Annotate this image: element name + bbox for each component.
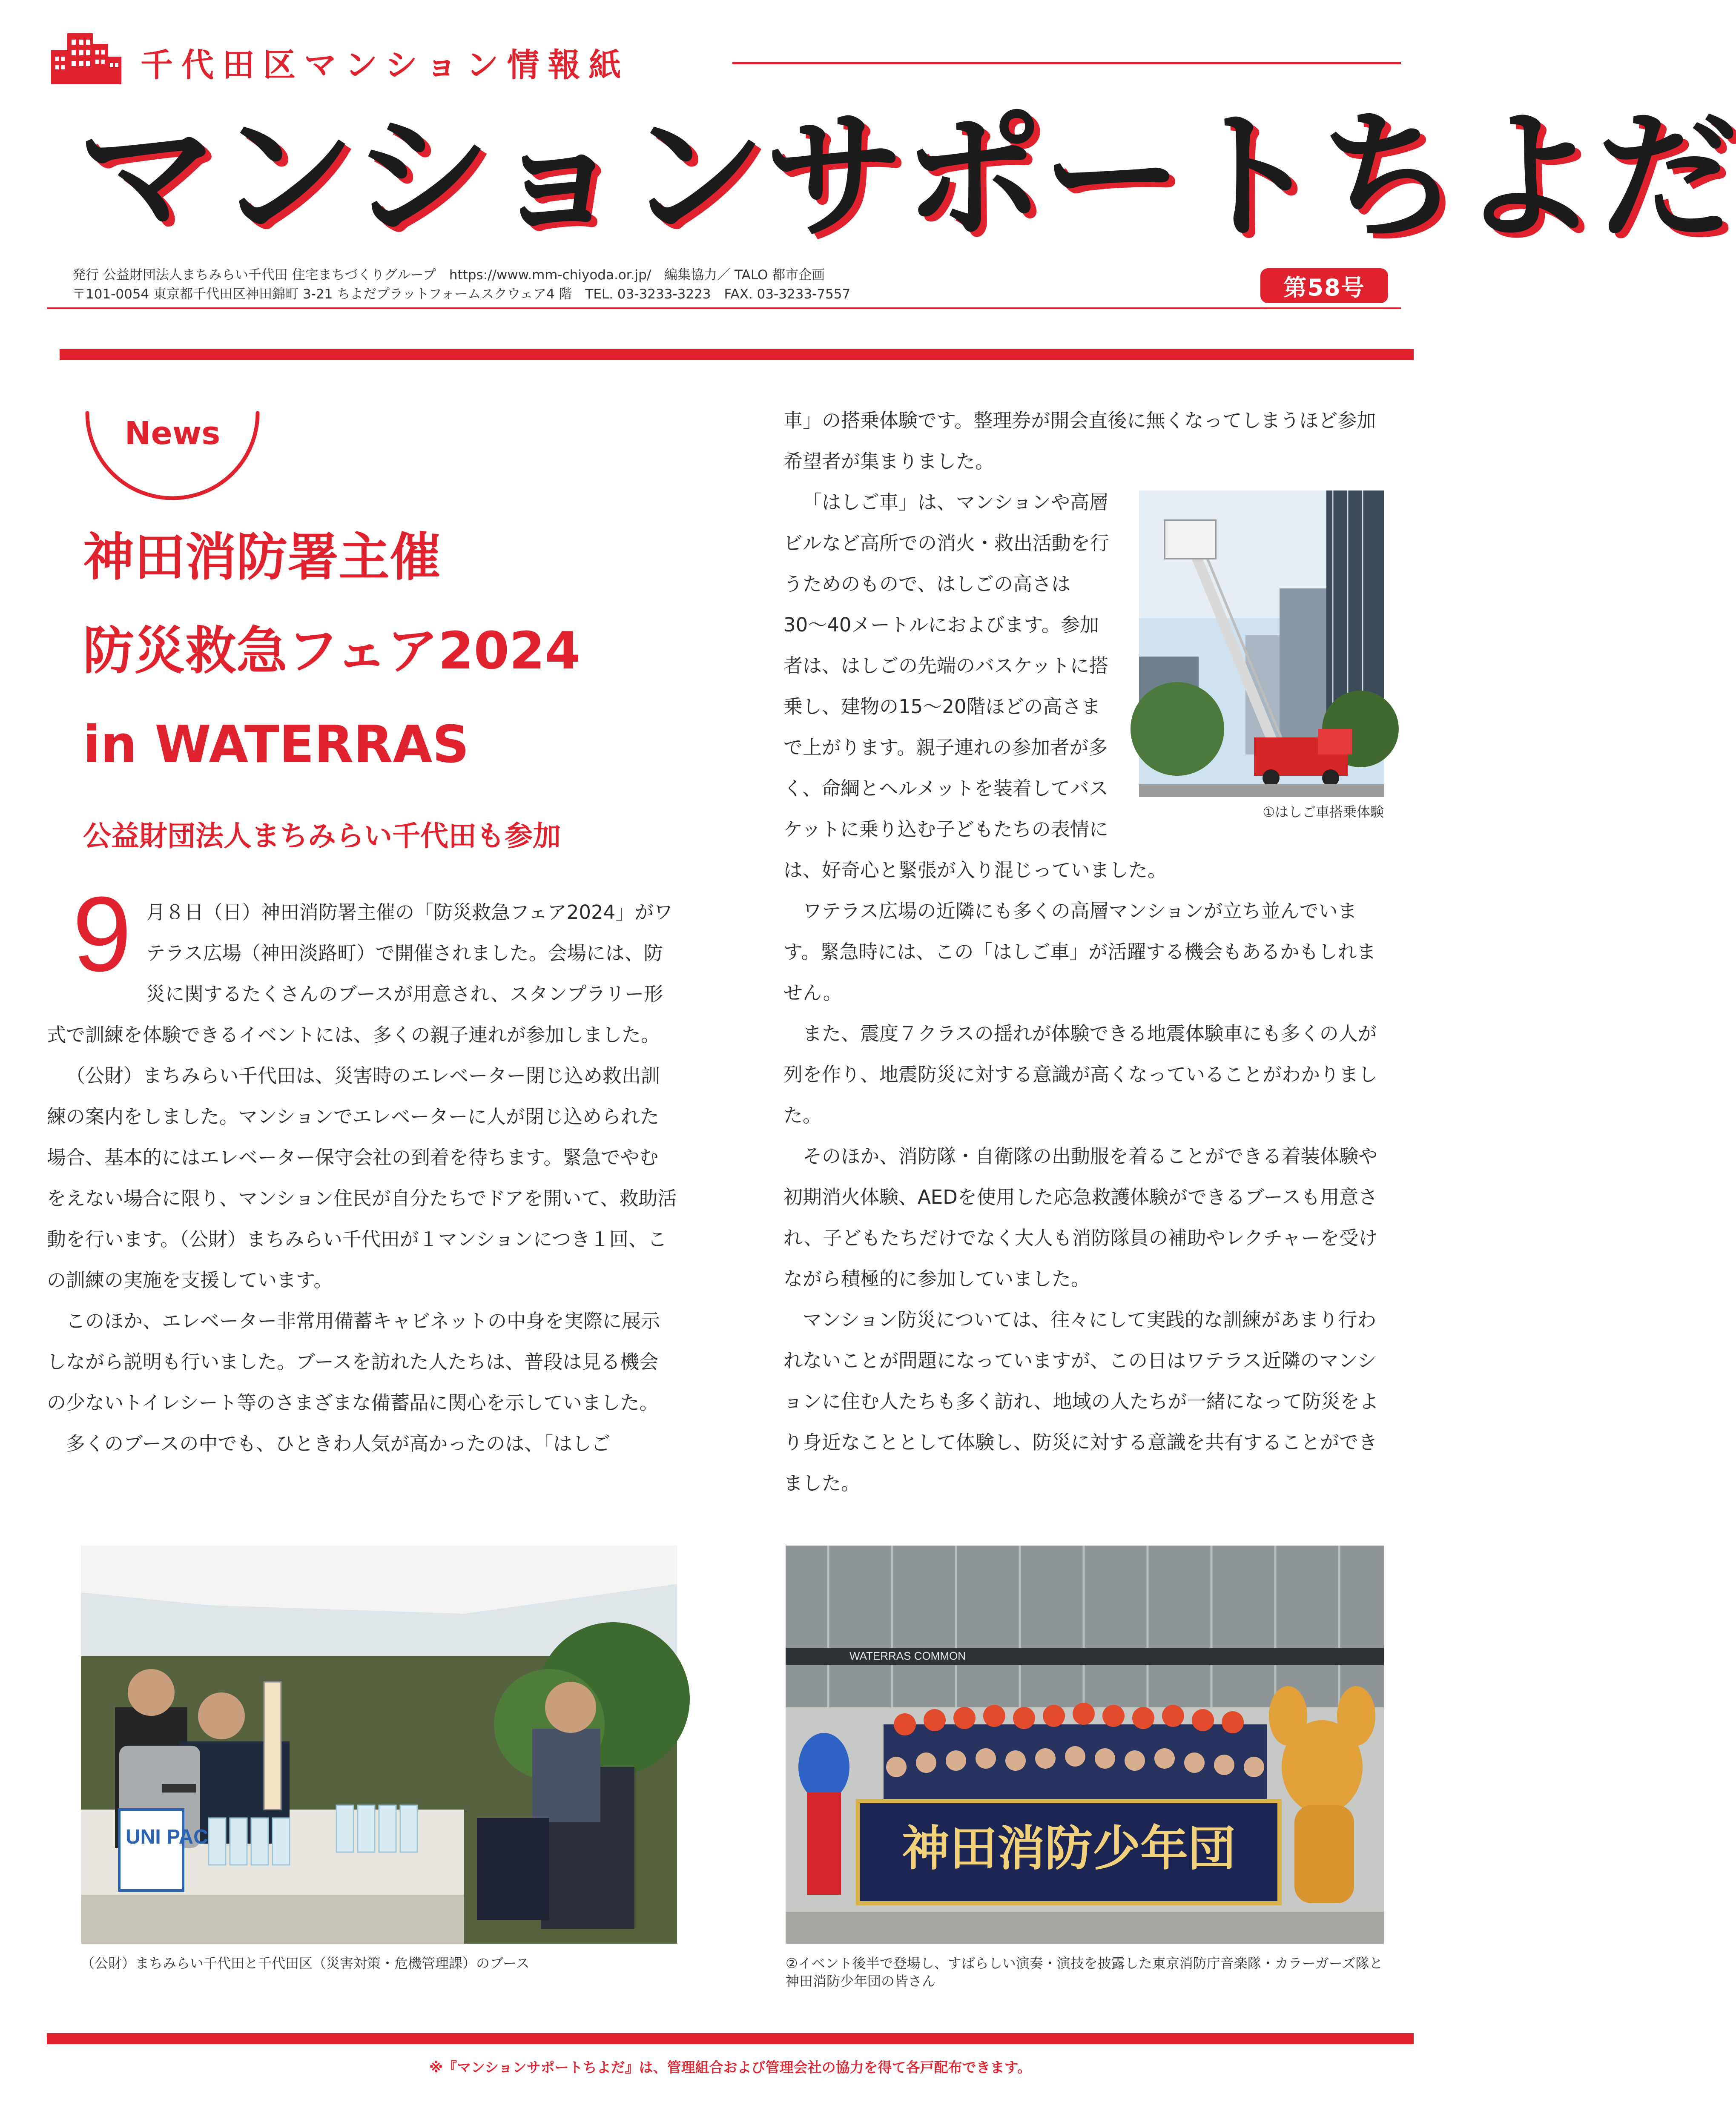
article-paragraph: そのほか、消防隊・自衛隊の出動服を着ることができる着装体験や初期消火体験、AEDを使用した応急救護体験ができるブースも用意され、子どもたちだけでなく大人も消防隊員の補助やレクチャーを受けながら積極的に参加していました。 <box>783 1145 1378 1290</box>
drop-cap: 9 <box>72 875 132 993</box>
article-paragraph: （公財）まちみらい千代田は、災害時のエレベーター閉じ込め救出訓練の案内をしました。マンションでエレベーターに人が閉じ込められた場合、基本的にはエレベーター保守会社の到着を待ちます。緊急でやむをえない場合に限り、マンション住民が自分たちでドアを開いて、救助活動を行います。（公財）まちみらい千代田が１マンションにつき１回、この訓練の実施を支援しています。 <box>47 1064 677 1291</box>
article-paragraph: このほか、エレベーター非常用備蓄キャビネットの中身を実際に展示しながら説明も行いました。ブースを訪れた人たちは、普段は見る機会の少ないトイレシート等のさまざまな備蓄品に関心を示していました。 <box>47 1310 660 1414</box>
publisher-info: 発行 公益財団法人まちみらい千代田 住宅まちづくりグループ https://www.mm-chiyoda.or.jp/ 編集協力／ TALO 都市企画 <box>72 267 825 283</box>
article-right-column <box>783 400 1384 1504</box>
article-paragraph: ワテラス広場の近隣にも多くの高層マンションが立ち並んでいます。緊急時には、この「はしご車」が活躍する機会もあるかもしれません。 <box>783 900 1376 1004</box>
header-divider-thin <box>47 307 1401 309</box>
ladder-truck-figure <box>1139 490 1384 821</box>
banner-label: 神田消防少年団 <box>902 1821 1236 1876</box>
group-photo-caption: ②イベント後半で登場し、すばらしい演奏・演技を披露した東京消防庁音楽隊・カラーガーズ隊と神田消防少年団の皆さん <box>786 1955 1383 1989</box>
ladder-truck-photo <box>1139 490 1384 797</box>
headline-line-3: in WATERRAS <box>83 715 469 774</box>
footer-divider <box>47 2033 1414 2044</box>
article-paragraph: 多くのブースの中でも、ひときわ人気が高かったのは、「はしご <box>66 1432 611 1455</box>
group-photo <box>786 1546 1384 1944</box>
publisher-address: 〒101-0054 東京都千代田区神田錦町 3-21 ちよだプラットフォームスクウェア4 階 TEL. 03-3233-3223 FAX. 03-3233-7557 <box>72 287 851 302</box>
cooler-brand-label: UNI PAC <box>126 1826 208 1848</box>
footer-note: ※『マンションサポートちよだ』は、管理組合および管理会社の協力を得て各戸配布できます。 <box>429 2059 1031 2076</box>
header-divider-thick <box>60 349 1414 360</box>
ladder-photo-caption: ①はしご車搭乗体験 <box>1263 804 1384 820</box>
article-paragraph: 車」の搭乗体験です。整理券が開会直後に無くなってしまうほど参加希望者が集まりました。 <box>783 409 1376 473</box>
series-label: 千代田区マンション情報紙 <box>141 46 630 84</box>
masthead-title: マンションサポートちよだ <box>77 95 1736 258</box>
article-paragraph: また、震度７クラスの揺れが体験できる地震体験車にも多くの人が列を作り、地震防災に対する意識が高くなっていることがわかりました。 <box>783 1022 1378 1127</box>
article-left-column <box>47 875 677 1464</box>
article-paragraph: 9 月８日（日）神田消防署主催の「防災救急フェア2024」がワテラス広場（神田淡路町）で開催されました。会場には、防災に関するたくさんのブースが用意され、スタンプラリー形式で訓練を体験できるイベントには、多くの親子連れが参加しました。 <box>47 875 673 1046</box>
building-sign-label: WATERRAS COMMON <box>849 1649 966 1662</box>
news-label: News <box>124 415 221 452</box>
article-paragraph: 「はしご車」は、マンションや高層ビルなど高所での消火・救出活動を行うためのもので、はしごの高さは30〜40メートルにおよびます。参加者は、はしごの先端のバスケットに搭乗し、建物の15〜20階ほどの高さまで上がります。親子連れの参加者が多く、命綱とヘルメットを装着してバスケットに乗り込む子どもたちの表情には、好奇心と緊張が入り混じっていました。 <box>783 491 1167 881</box>
header-rule <box>732 62 1401 64</box>
issue-number-badge: 第58号 <box>1260 268 1388 303</box>
booth-photo-caption: （公財）まちみらい千代田と千代田区（災害対策・危機管理課）のブース <box>81 1955 530 1971</box>
subheadline: 公益財団法人まちみらい千代田も参加 <box>83 820 561 852</box>
article-paragraph: マンション防災については、往々にして実践的な訓練があまり行われないことが問題になっていますが、この日はワテラス近隣のマンションに住む人たちも多く訪れ、地域の人たちが一緒になって防災をより身近なこととして体験し、防災に対する意識を共有することができました。 <box>783 1308 1379 1494</box>
building-logo-icon <box>47 20 123 84</box>
headline-line-1: 神田消防署主催 <box>83 528 441 587</box>
headline-line-2: 防災救急フェア2024 <box>83 622 580 681</box>
booth-photo <box>81 1546 677 1944</box>
